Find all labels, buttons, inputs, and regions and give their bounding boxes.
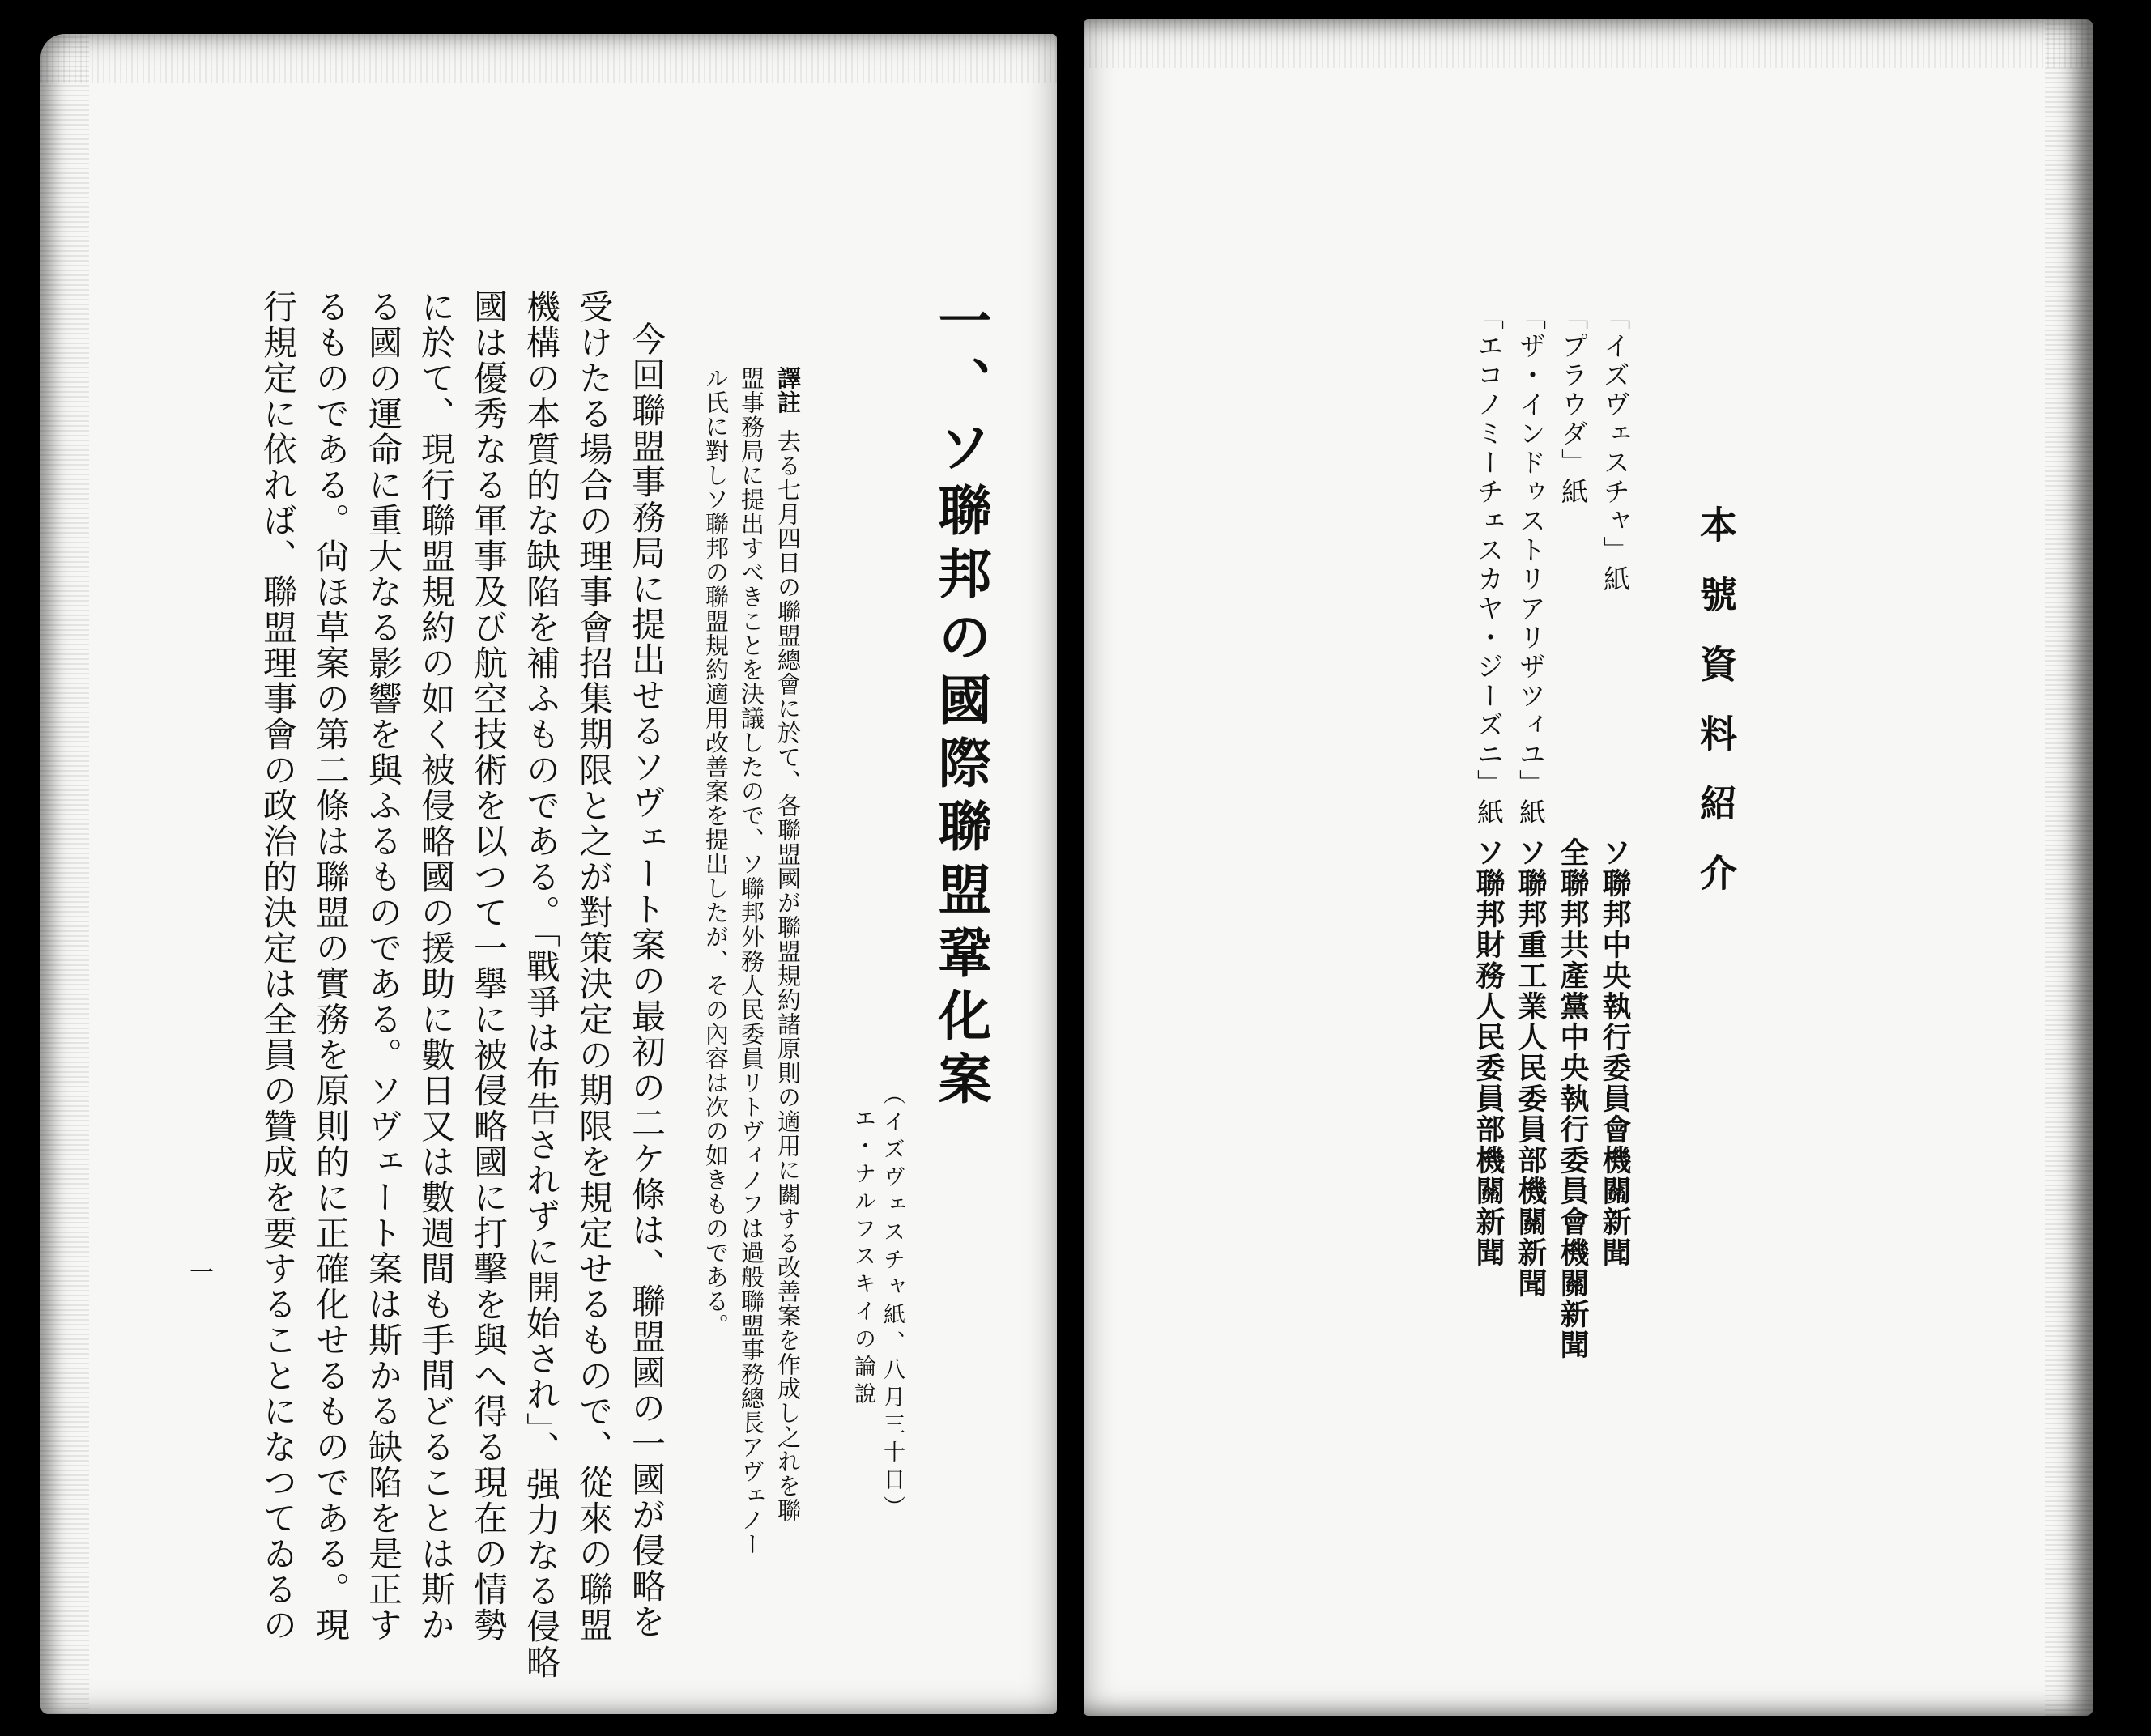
paper-name-3: 「ザ・インドゥストリアリザツィユ」紙 bbox=[1515, 303, 1547, 828]
paper-name-2: 「プラウダ」紙 bbox=[1557, 303, 1589, 507]
scan-noise-top bbox=[40, 34, 1057, 83]
paper-name-4: 「エコノミーチェスカヤ・ジーズニ」紙 bbox=[1473, 303, 1505, 828]
body-line-7: るものである。尙ほ草案の第二條は聯盟の實務を原則的に正確化せるものである。現 bbox=[311, 289, 351, 1643]
paper-description-1: ソ聯邦中央執行委員會機關新聞 bbox=[1598, 837, 1632, 1268]
scan-noise-top bbox=[1084, 19, 2093, 68]
body-line-4: 國は優秀なる軍事及び航空技術を以つて一擧に被侵略國に打擊を與へ得る現在の情勢 bbox=[469, 289, 509, 1643]
body-line-1: 今回聯盟事務局に提出せるソヴェート案の最初の二ケ條は、聯盟國の一國が侵略を bbox=[627, 321, 667, 1640]
scan-noise-right-edge bbox=[2045, 19, 2093, 1716]
article-source-line-1: （イズヴェスチャ紙、八月三十日） bbox=[880, 1083, 905, 1523]
paper-name-1: 「イズヴェスチャ」紙 bbox=[1599, 303, 1631, 594]
paper-description-4: ソ聯邦財務人民委員部機關新聞 bbox=[1472, 837, 1506, 1268]
scan-noise-left-edge bbox=[40, 34, 89, 1714]
translator-note-line-1: 譯註去る七月四日の聯盟總會に於て、各聯盟國が聯盟規約諸原則の適用に關する改善案を作成し之れを聯 bbox=[774, 366, 802, 1522]
page-number: 一 bbox=[190, 1259, 214, 1287]
translator-note-label: 譯註 bbox=[774, 366, 802, 415]
translator-note-line-2: 盟事務局に提出すべきことを決議したので、ソ聯邦外務人民委員リトヴィノフは過般聯盟事務總長アヴェノー bbox=[738, 366, 765, 1556]
body-line-8: 行規定に依れば、聯盟理事會の政治的決定は全員の贊成を要することになつてゐるの bbox=[258, 289, 298, 1643]
translator-note-line-3: ル氏に對しソ聯邦の聯盟規約適用改善案を提出したが、その內容は次の如きものである。 bbox=[702, 366, 730, 1338]
body-line-3: 機構の本質的な缺陷を補ふものである。「戰爭は布告されずに開始され」、强力なる侵略 bbox=[522, 289, 561, 1680]
body-line-6: る國の運命に重大なる影響を與ふるものである。ソヴェート案は斯かる缺陷を是正す bbox=[364, 289, 403, 1643]
paper-description-2: 全聯邦共產黨中央執行委員會機關新聞 bbox=[1556, 837, 1590, 1360]
paper-description-3: ソ聯邦重工業人民委員部機關新聞 bbox=[1514, 837, 1548, 1299]
article-title: 一、ソ聯邦の國際聯盟鞏化案 bbox=[929, 293, 992, 1114]
body-line-2: 受けたる場合の理事會招集期限と之が對策決定の期限を規定せるもので、從來の聯盟 bbox=[574, 289, 614, 1643]
right-page bbox=[1084, 19, 2093, 1716]
left-page bbox=[40, 34, 1057, 1714]
body-line-5: に於て、現行聯盟規約の如く被侵略國の援助に數日又は數週間も手間どることは斯か bbox=[416, 289, 456, 1643]
article-source-line-2: エ・ナルフスキイの論說 bbox=[850, 1107, 875, 1410]
section-title: 本號資料紹介 bbox=[1694, 505, 1738, 923]
